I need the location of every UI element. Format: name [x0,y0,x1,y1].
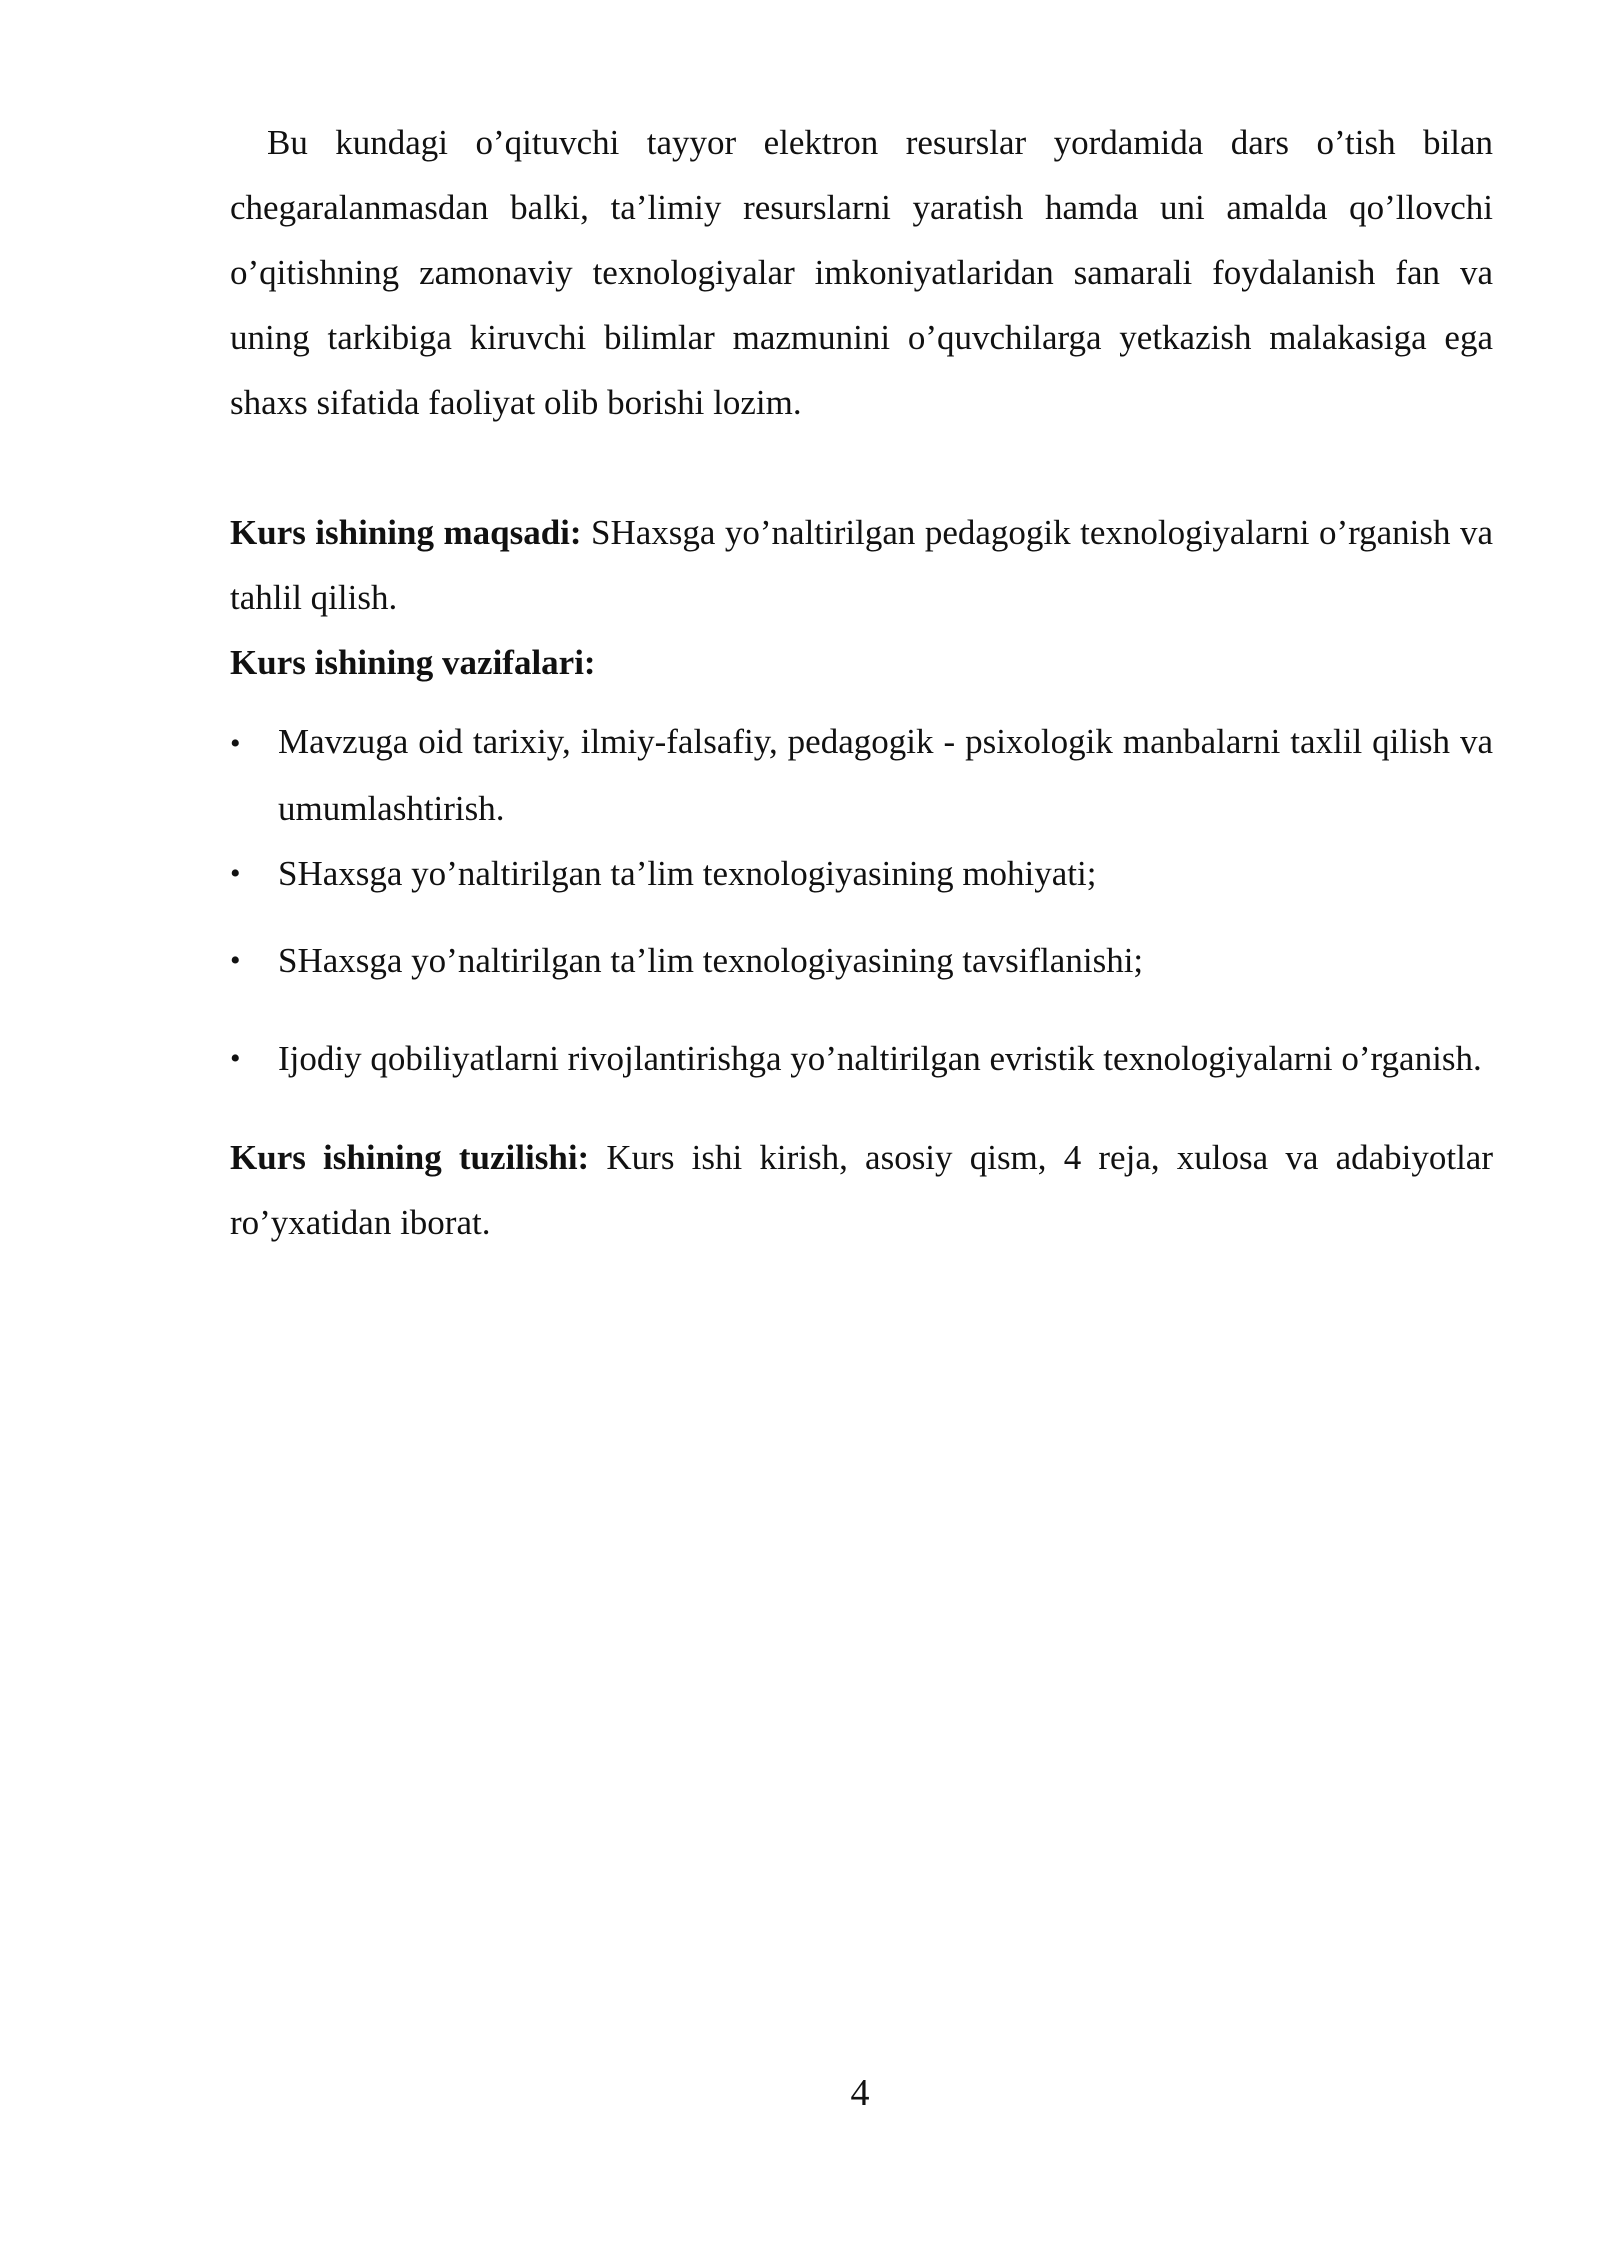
bullet-icon: • [230,727,241,760]
list-item [230,709,1493,841]
tasks-heading: Kurs ishining vazifalari: [230,643,596,682]
bullet-icon: • [230,944,241,977]
list-item [230,841,1493,906]
list-item-text: Ijodiy qobiliyatlarni rivojlantirishga yo’naltirilgan evristik texnologiyalarni o’rganish. [278,1039,1482,1078]
list-item-text: Mavzuga oid tarixiy, ilmiy-falsafiy, pedagogik - psixologik manbalarni taxlil qilish va umumlashtirish. [278,722,1493,828]
bullet-icon: • [230,857,241,890]
tasks-list [230,709,1493,1103]
goal-label: Kurs ishining maqsadi: [230,513,582,552]
goal-paragraph [230,500,1493,630]
goal-text: SHaxsga yo’naltirilgan pedagogik texnologiyalarni o’rganish va tahlil qilish. [230,513,1493,617]
page-number: 4 [850,2072,870,2114]
list-item-text: SHaxsga yo’naltirilgan ta’lim texnologiyasining mohiyati; [278,854,1097,893]
document-page [230,110,1493,1255]
list-item [230,1015,1493,1103]
structure-text: Kurs ishi kirish, asosiy qism, 4 reja, xulosa va adabiyotlar ro’yxatidan iborat. [230,1138,1493,1242]
list-item-text: SHaxsga yo’naltirilgan ta’lim texnologiyasining tavsiflanishi; [278,941,1144,980]
paragraph-spacer [230,435,1493,500]
bullet-icon: • [230,1042,241,1075]
intro-paragraph: Bu kundagi o’qituvchi tayyor elektron resurslar yordamida dars o’tish bilan chegaralanmasdan balki, ta’limiy resurslarni yaratish hamda uni amalda qo’llovchi o’qitishning zamonaviy texnologiyalar imkoniyatlaridan samarali foydalanish fan va uning tarkibiga kiruvchi bilimlar mazmunini o’quvchilarga yetkazish malakasiga ega shaxs sifatida faoliyat olib borishi lozim. [230,123,1493,422]
structure-label: Kurs ishining tuzilishi: [230,1138,590,1177]
list-item [230,928,1493,993]
structure-paragraph [230,1125,1493,1255]
